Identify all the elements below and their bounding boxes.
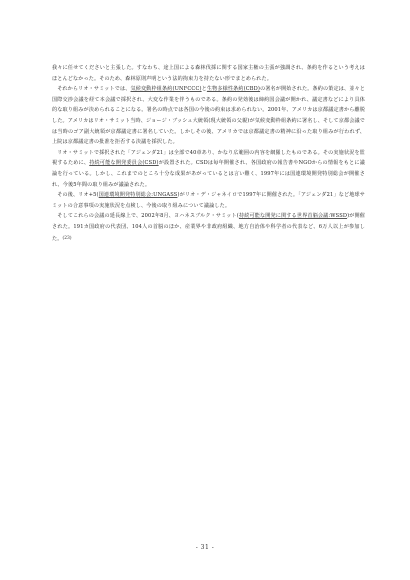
paragraph-text: その後、リオ+5( xyxy=(57,192,99,199)
paragraph-text: と xyxy=(201,86,207,93)
paragraph-text: )がリオ・デ・ジャネイロで1997年に開催された。「アジェンダ21」など地球サミットの合意事項の実施状況を点検し、今後の取り組みについて議論した。 xyxy=(52,192,365,209)
highlighted-term: 国連環境開発特別総会:UNGASS xyxy=(98,192,178,199)
paragraph-p3 xyxy=(52,148,365,190)
paragraph-p4 xyxy=(52,190,365,211)
highlighted-term: 気候変動枠組条約(UNFCCC) xyxy=(130,86,202,93)
paragraph-text: 我々に任せてくださいと主張した。すなわち、途上国による森林伐採に関する国家主権の主張が強調され、条約を作るという考えはほとんどなかった。そのため、森林原則声明という法的拘束力を持たない形でまとめられた。 xyxy=(52,65,365,82)
paragraph-text: それからリオ・サミットでは、 xyxy=(57,86,131,93)
paragraph-text: )が開催された。191カ国政府の代表団、104人の首脳のほか、産業界や非政府組織、地方自治体や科学者の代表など、6万人以上が参加した。 xyxy=(52,213,365,242)
highlighted-term: 持続可能な開発に関する世界首脳会議:WSSD xyxy=(238,213,348,220)
paragraph-text: そしてこれらの会議の延長線上で、2002年8月、ヨハネスブルク・サミット( xyxy=(57,213,239,220)
highlighted-term: 持続可能な開発委員会(CSD) xyxy=(89,160,159,167)
page-number: - 31 - xyxy=(195,544,215,551)
paragraph-p5 xyxy=(52,211,365,244)
paragraph-p2 xyxy=(52,84,365,148)
paragraph-text: が設置された。CSDは毎年開催され、各国政府の報告書やNGOからの情報をもとに議論を行っている。しかし、これまでのところ十分な成果があがっているとは言い難く、1997年には国連環境開発特別総会が開催され、今後5年間の取り組みが議論された。 xyxy=(52,160,365,188)
page-body xyxy=(52,63,365,533)
paragraph-text: リオ・サミットで採択された「アジェンダ21」は全部で40章あり、かなり広範囲の内容を網羅したものである。その実施状況を監視するために、 xyxy=(52,149,365,167)
paragraph-text: の署名が開始された。条約の策定は、並々と国際交渉会議を経て本会議で採択され、大変な作業を伴うものである。条約の発効後は締約国会議が開かれ、議定書などにより具体的な取り組みが決められることになる。署名の時点では各国の今後の約束は求められない。2001年、アメリカは京都議定書から離脱した。アメリカはリオ・サミット当時、ジョージ・ブッシュ大統領(現大統領の父親)が気候変動枠組条約に署名し、そして京都会議では当時のゴア副大統領が京都議定書に署名していた。しかしその後、アメリカでは京都議定書の精神に沿った取り組みが行われず、上院は京都議定書の批准を拒否する決議を採択した。 xyxy=(52,86,365,146)
paragraph-p1 xyxy=(52,63,365,84)
highlighted-term: 生物多様性条約(CBD) xyxy=(206,86,261,93)
footnote-reference: (23) xyxy=(62,234,72,240)
